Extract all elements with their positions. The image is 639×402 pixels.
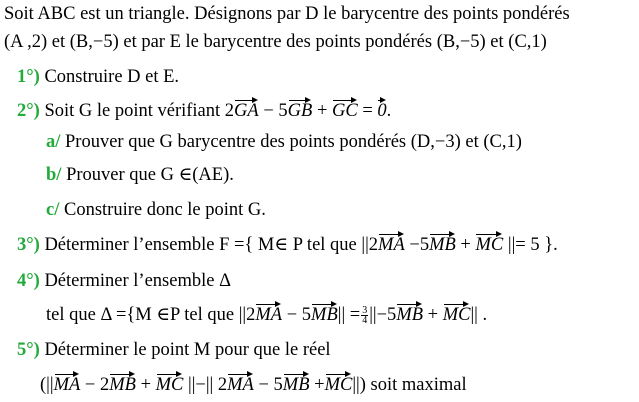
- question-4-end: || .: [470, 305, 488, 325]
- vector-MB: MB: [396, 302, 423, 326]
- question-2b-text: Prouver que G ∈(AE).: [61, 165, 234, 185]
- vector-MC: MC: [325, 372, 353, 396]
- question-1-text: Construire D et E.: [39, 67, 180, 87]
- operator: =: [357, 101, 378, 121]
- operator: ||−5: [369, 305, 397, 325]
- question-2-text: Soit G le point vérifiant 2: [39, 101, 235, 121]
- operator: − 2: [80, 375, 110, 395]
- question-2a: [46, 131, 522, 153]
- vector-MA: MA: [54, 372, 81, 396]
- question-3: [17, 232, 558, 256]
- zero-vector: 0: [377, 98, 386, 122]
- operator: +: [423, 305, 443, 325]
- intro-line-2: (A ,2) et (B,−5) et par E le barycentre des points pondérés (B,−5) et (C,1): [4, 32, 547, 52]
- operator: +: [135, 375, 156, 395]
- vector-MB: MB: [109, 372, 136, 396]
- fraction-numerator: 3: [362, 305, 368, 317]
- operator: − 5: [258, 101, 288, 121]
- question-2a-text: Prouver que G barycentre des points pondérés (D,−3) et (C,1): [60, 132, 522, 152]
- operator: +: [312, 101, 333, 121]
- vector-MA: MA: [378, 232, 405, 256]
- operator: − 5: [282, 305, 312, 325]
- operator: || =: [337, 305, 361, 325]
- operator: ||−|| 2: [183, 375, 228, 395]
- question-1: [17, 66, 179, 88]
- question-5-expression: (||: [40, 375, 54, 395]
- question-4-line-2: [46, 302, 487, 326]
- question-4-text: Déterminer l’ensemble Δ: [39, 271, 231, 291]
- operator: +: [455, 235, 476, 255]
- question-4: [17, 270, 231, 292]
- vector-GA: GA: [234, 98, 259, 122]
- question-5-number: 5°): [17, 340, 40, 360]
- question-4-number: 4°): [17, 271, 40, 291]
- vector-MA: MA: [227, 372, 254, 396]
- question-2c: [46, 199, 266, 221]
- question-1-number: 1°): [17, 67, 40, 87]
- operator: − 5: [253, 375, 283, 395]
- vector-MC: MC: [443, 302, 471, 326]
- fraction-three-quarters: [361, 306, 368, 325]
- question-2-number: 2°): [17, 101, 40, 121]
- question-5-end: ||) soit maximal: [352, 375, 467, 395]
- vector-MC: MC: [475, 232, 503, 256]
- operator: +: [309, 375, 325, 395]
- question-2a-label: a/: [46, 132, 61, 152]
- question-2: [17, 98, 391, 122]
- question-5-line-2: [40, 372, 467, 396]
- vector-GB: GB: [288, 98, 313, 122]
- question-4-condition: tel que Δ ={M ∈P tel que ||2: [46, 305, 256, 325]
- fraction-denominator: 4: [362, 315, 368, 327]
- question-2b-label: b/: [46, 165, 62, 185]
- vector-MA: MA: [255, 302, 282, 326]
- vector-GC: GC: [332, 98, 358, 122]
- vector-MC: MC: [156, 372, 184, 396]
- question-3-end: ||= 5 }.: [503, 235, 558, 255]
- question-2c-text: Construire donc le point G.: [59, 200, 266, 220]
- question-2b: [46, 164, 234, 186]
- question-5-text: Déterminer le point M pour que le réel: [39, 340, 331, 360]
- question-3-text: Déterminer l’ensemble F ={ M∈ P tel que ||2: [39, 235, 379, 255]
- question-3-number: 3°): [17, 235, 40, 255]
- vector-MB: MB: [311, 302, 338, 326]
- question-2c-label: c/: [46, 200, 60, 220]
- punctuation: .: [386, 101, 392, 121]
- operator: −5: [404, 235, 430, 255]
- vector-MB: MB: [429, 232, 456, 256]
- vector-MB: MB: [283, 372, 310, 396]
- intro-line-1: Soit ABC est un triangle. Désignons par D le barycentre des points pondérés: [4, 4, 570, 24]
- question-5: [17, 339, 331, 361]
